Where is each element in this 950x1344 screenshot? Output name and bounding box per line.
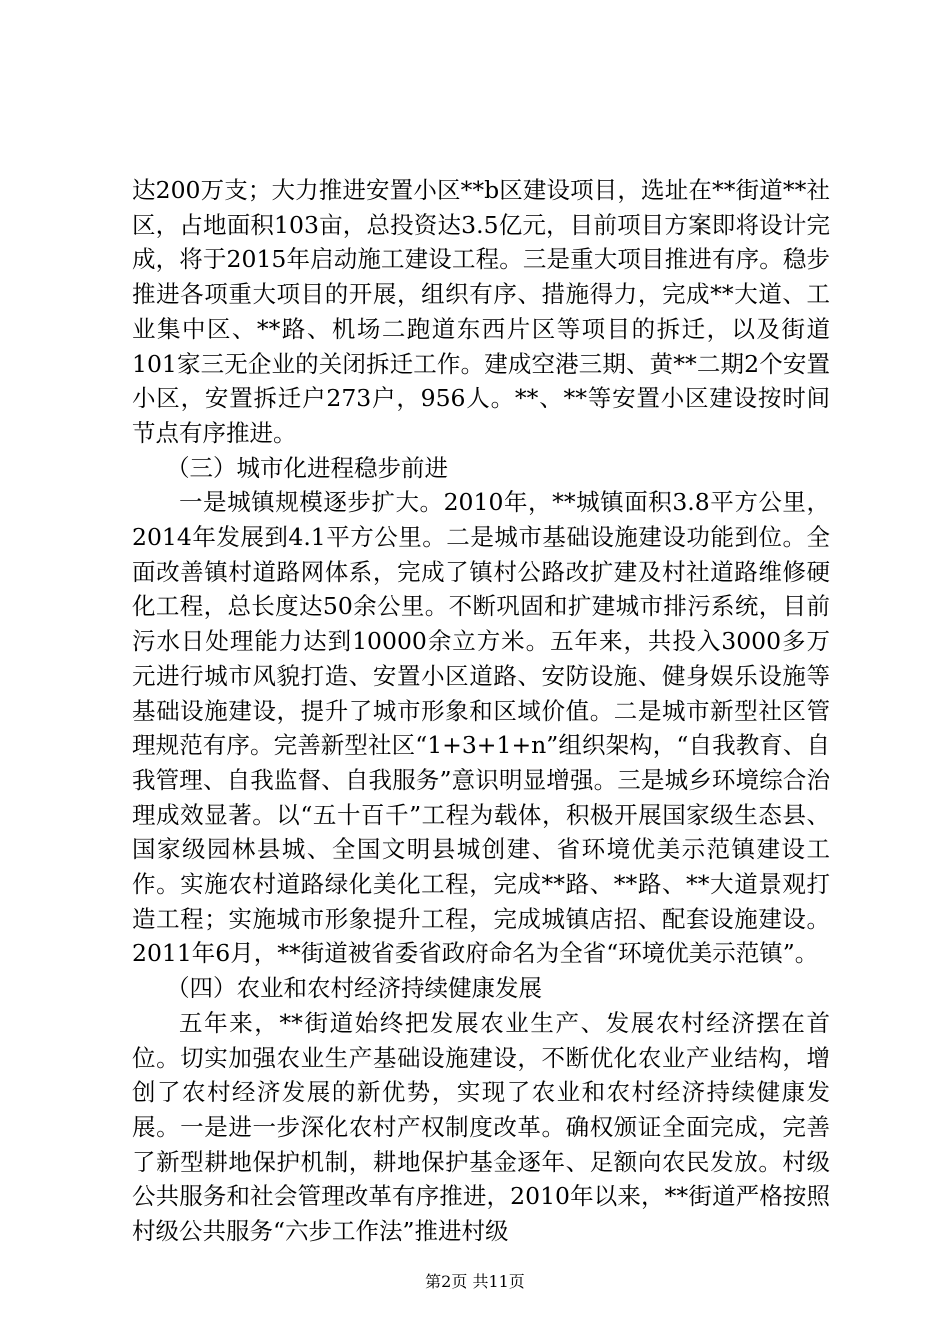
document-page xyxy=(132,173,830,1249)
paragraph-urbanization: 一是城镇规模逐步扩大。2010年，**城镇面积3.8平方公里，2014年发展到4.1平方公里。二是城市基础设施建设功能到位。全面改善镇村道路网体系，完成了镇村公路改扩建及村社道路维修硬化工程，总长度达50余公里。不断巩固和扩建城市排污系统，目前污水日处理能力达到10000余立方米。五年来，共投入3000多万元进行城市风貌打造、安置小区道路、安防设施、健身娱乐设施等基础设施建设，提升了城市形象和区域价值。二是城市新型社区管理规范有序。完善新型社区“1+3+1+n”组织架构，“自我教育、自我管理、自我监督、自我服务”意识明显增强。三是城乡环境综合治理成效显著。以“五十百千”工程为载体，积极开展国家级生态县、国家级园林县城、全国文明县城创建、省环境优美示范镇建设工作。实施农村道路绿化美化工程，完成**路、**路、**大道景观打造工程；实施城市形象提升工程，完成城镇店招、配套设施建设。2011年6月，**街道被省委省政府命名为全省“环境优美示范镇”。 xyxy=(132,488,830,968)
page-number-footer: 第2页 共11页 xyxy=(425,1272,525,1291)
paragraph-project-progress: 达200万支；大力推进安置小区**b区建设项目，选址在**街道**社区，占地面积103亩，总投资达3.5亿元，目前项目方案即将设计完成，将于2015年启动施工建设工程。三是重大项目推进有序。稳步推进各项重大项目的开展，组织有序、措施得力，完成**大道、工业集中区、**路、机场二跑道东西片区等项目的拆迁，以及街道101家三无企业的关闭拆迁工作。建成空港三期、黄**二期2个安置小区，安置拆迁户273户，956人。**、**等安置小区建设按时间节点有序推进。 xyxy=(132,176,830,447)
section-heading-urbanization: （三）城市化进程稳步前进 xyxy=(166,453,449,482)
document-body xyxy=(132,173,830,1249)
paragraph-agriculture: 五年来，**街道始终把发展农业生产、发展农村经济摆在首位。切实加强农业生产基础设施建设，不断优化农业产业结构，增创了农村经济发展的新优势，实现了农业和农村经济持续健康发展。一是进一步深化农村产权制度改革。确权颁证全面完成，完善了新型耕地保护机制，耕地保护基金逐年、足额向农民发放。村级公共服务和社会管理改革有序推进，2010年以来，**街道严格按照村级公共服务“六步工作法”推进村级 xyxy=(132,1008,830,1246)
section-heading-agriculture: （四）农业和农村经济持续健康发展 xyxy=(166,974,543,1003)
